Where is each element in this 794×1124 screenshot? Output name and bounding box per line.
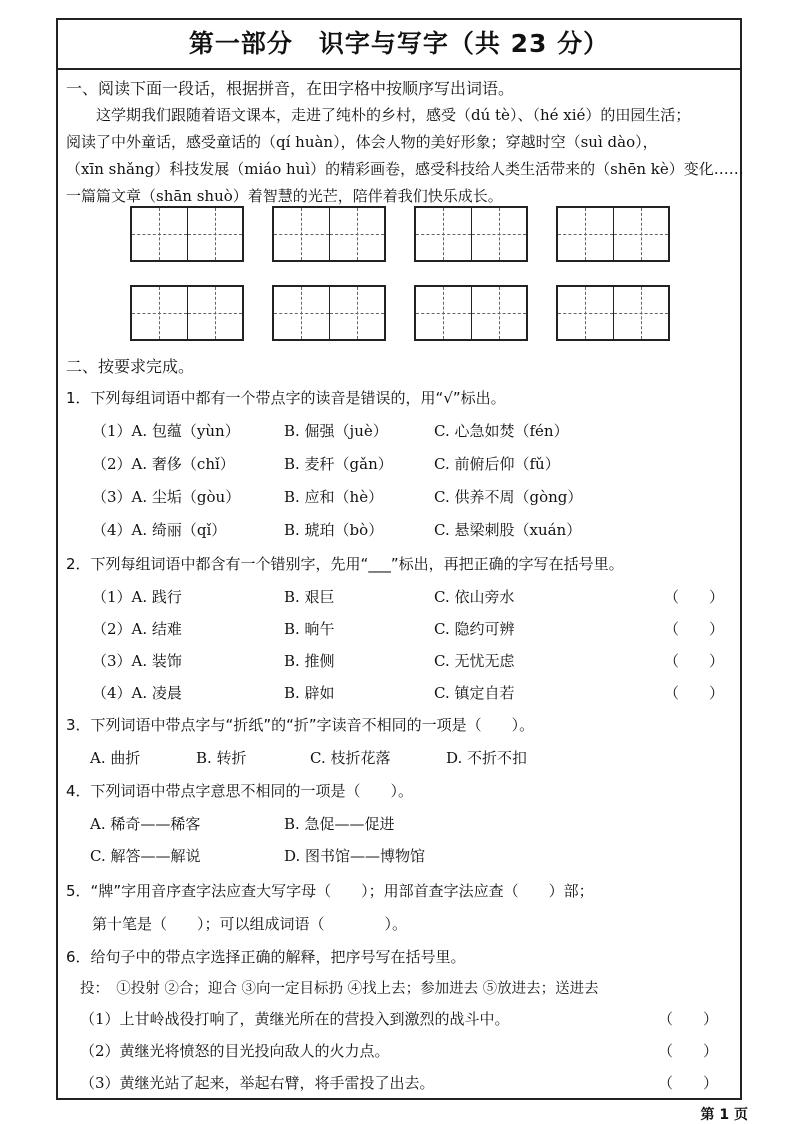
q2-option: （4）A. 凌晨 <box>92 684 182 702</box>
q2-answer-blank[interactable]: （ ） <box>664 652 725 670</box>
q3-option: A. 曲折 <box>90 749 141 767</box>
q6-sentence: （2）黄继光将愤怒的目光投向敌人的火力点。 <box>80 1042 390 1060</box>
q6-sentence: （3）黄继光站了起来，举起右臂，将手雷投了出去。 <box>80 1074 435 1092</box>
q2-option: B. 辟如 <box>284 684 335 702</box>
q4-option: A. 稀奇——稀客 <box>90 815 201 833</box>
q1-option: C. 前俯后仰（fǔ） <box>434 455 560 473</box>
q6-answer-blank[interactable]: （ ） <box>658 1010 719 1028</box>
q5-line1: 5．“牌”字用音序查字法应查大写字母（ ）；用部首查字法应查（ ）部； <box>66 882 594 900</box>
title-divider <box>58 68 740 70</box>
q4-option: C. 解答——解说 <box>90 847 201 865</box>
passage-line: 这学期我们跟随着语文课本，走进了纯朴的乡村，感受（dú tè）、（hé xié）的田园生活； <box>66 106 691 124</box>
q2-answer-blank[interactable]: （ ） <box>664 588 725 606</box>
tianzige-box[interactable] <box>556 206 670 262</box>
tianzige-box[interactable] <box>130 206 244 262</box>
q1-option: （4）A. 绮丽（qǐ） <box>92 521 227 539</box>
passage-line: 一篇篇文章（shān shuò）着智慧的光芒，陪伴着我们快乐成长。 <box>66 187 503 205</box>
q4-stem: 4．下列词语中带点字意思不相同的一项是（ ）。 <box>66 782 414 800</box>
q1-option: （1）A. 包蕴（yùn） <box>92 422 240 440</box>
q1-option: C. 供养不周（gòng） <box>434 488 583 506</box>
q2-option: B. 艰巨 <box>284 588 335 606</box>
q3-option: B. 转折 <box>196 749 247 767</box>
q2-answer-blank[interactable]: （ ） <box>664 684 725 702</box>
q3-option: C. 枝折花落 <box>310 749 391 767</box>
q5-line2: 第十笔是（ ）；可以组成词语（ ）。 <box>92 915 408 933</box>
q1-option: B. 应和（hè） <box>284 488 384 506</box>
page-title: 第一部分 识字与写字（共 23 分） <box>188 29 610 58</box>
q1-option: C. 悬梁刺股（xuán） <box>434 521 582 539</box>
q1-option: C. 心急如焚（fén） <box>434 422 569 440</box>
q1-option: B. 琥珀（bò） <box>284 521 384 539</box>
tianzige-box[interactable] <box>414 285 528 341</box>
exam-page-frame <box>56 18 742 1100</box>
q3-stem: 3．下列词语中带点字与“折纸”的“折”字读音不相同的一项是（ ）。 <box>66 716 535 734</box>
tianzige-row-1 <box>130 206 670 262</box>
section2-heading: 二、按要求完成。 <box>66 357 195 376</box>
q2-option: C. 隐约可辨 <box>434 620 515 638</box>
q2-option: C. 镇定自若 <box>434 684 515 702</box>
tianzige-box[interactable] <box>272 206 386 262</box>
tianzige-row-2 <box>130 285 670 341</box>
tianzige-box[interactable] <box>556 285 670 341</box>
q6-answer-blank[interactable]: （ ） <box>658 1042 719 1060</box>
q2-option: C. 无忧无虑 <box>434 652 515 670</box>
q6-answer-blank[interactable]: （ ） <box>658 1074 719 1092</box>
q4-option: B. 急促——促进 <box>284 815 395 833</box>
q2-stem: 2．下列每组词语中都含有一个错别字，先用“___”标出，再把正确的字写在括号里。 <box>66 555 624 573</box>
q2-option: B. 晌午 <box>284 620 335 638</box>
section1-passage <box>66 102 744 210</box>
q6-definitions: 投： ①投射 ②合；迎合 ③向一定目标扔 ④找上去；参加进去 ⑤放进去；送进去 <box>80 981 599 997</box>
tianzige-box[interactable] <box>272 285 386 341</box>
q2-option: C. 依山旁水 <box>434 588 515 606</box>
q1-stem: 1．下列每组词语中都有一个带点字的读音是错误的，用“√”标出。 <box>66 389 506 407</box>
q1-option: B. 麦秆（gǎn） <box>284 455 393 473</box>
q2-option: （2）A. 结难 <box>92 620 182 638</box>
q1-option: B. 倔强（juè） <box>284 422 388 440</box>
q4-option: D. 图书馆——博物馆 <box>284 847 426 865</box>
q2-option: （3）A. 装饰 <box>92 652 182 670</box>
page-number: 第 1 页 <box>700 1107 748 1123</box>
q2-option: B. 推侧 <box>284 652 335 670</box>
q2-option: （1）A. 践行 <box>92 588 182 606</box>
q1-option: （2）A. 奢侈（chǐ） <box>92 455 235 473</box>
tianzige-box[interactable] <box>414 206 528 262</box>
q6-stem: 6．给句子中的带点字选择正确的解释，把序号写在括号里。 <box>66 948 466 966</box>
q2-answer-blank[interactable]: （ ） <box>664 620 725 638</box>
q3-option: D. 不折不扣 <box>446 749 528 767</box>
passage-line: 阅读了中外童话，感受童话的（qí huàn），体会人物的美好形象；穿越时空（suì dào）， <box>66 133 658 151</box>
tianzige-box[interactable] <box>130 285 244 341</box>
passage-line: （xīn shǎng）科技发展（miáo huì）的精彩画卷，感受科技给人类生活带来的（shēn kè）变化…… <box>66 160 744 178</box>
q6-sentence: （1）上甘岭战役打响了，黄继光所在的营投入到激烈的战斗中。 <box>80 1010 510 1028</box>
q1-option: （3）A. 尘垢（gòu） <box>92 488 241 506</box>
section1-heading: 一、阅读下面一段话，根据拼音，在田字格中按顺序写出词语。 <box>66 79 515 98</box>
